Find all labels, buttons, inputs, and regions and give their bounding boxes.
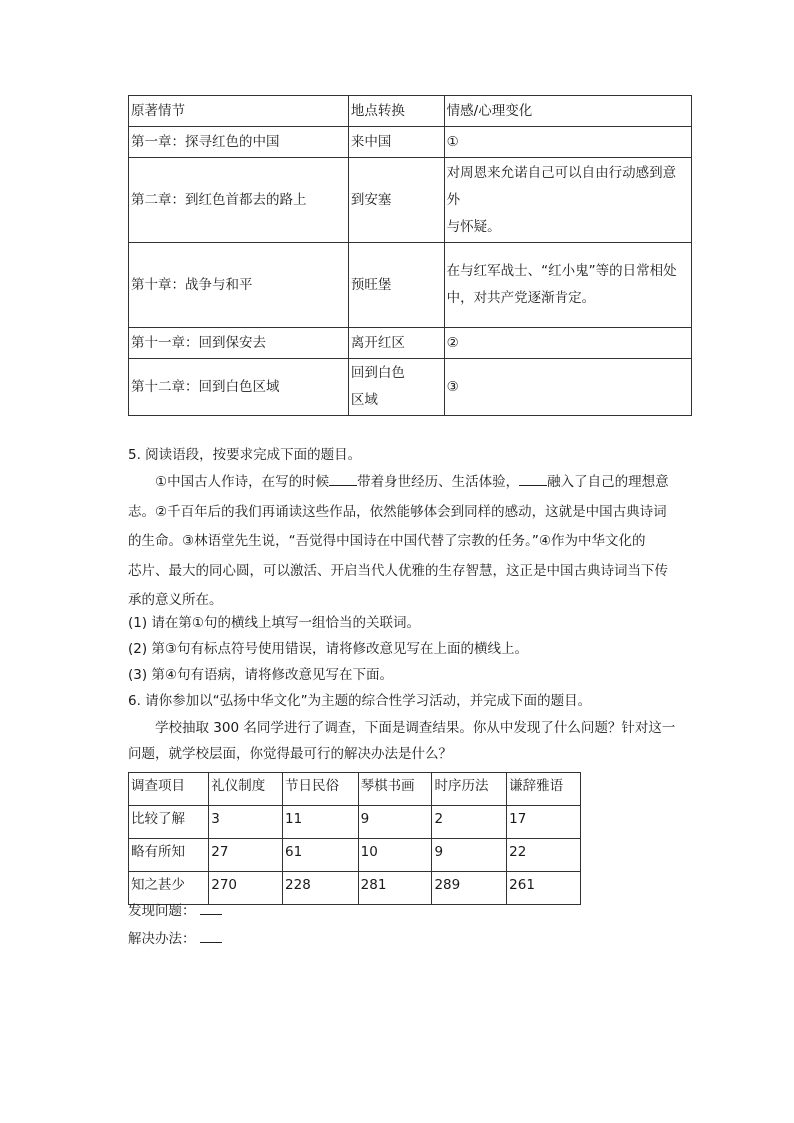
header-cell: 调查项目 (129, 773, 209, 806)
passage-line: 芯片、最大的同心圆，可以激活、开启当代人优雅的生存智慧，这正是中国古典诗词当下传 (128, 562, 668, 579)
answer-blank[interactable] (200, 928, 222, 943)
table-cell: 22 (507, 839, 581, 872)
table-cell: 在与红军战士、“红小鬼”等的日常相处 中，对共产党逐渐肯定。 (444, 243, 691, 328)
question-5-title: 5. 阅读语段，按要求完成下面的题目。 (128, 447, 362, 463)
passage-text: ①中国古人作诗，在写的时候 (155, 474, 330, 490)
table-cell: 来中国 (348, 127, 444, 158)
question-6-intro: 问题，就学校层面，你觉得最可行的解决办法是什么？ (128, 746, 452, 762)
header-cell: 情感/心理变化 (444, 96, 691, 127)
passage-line (128, 468, 694, 498)
table-row (129, 127, 692, 158)
table-cell: 228 (283, 872, 359, 905)
passage-text: 融入了自己的理想意 (547, 474, 669, 490)
table-cell: 27 (209, 839, 283, 872)
table-row (129, 806, 581, 839)
table-cell: 17 (507, 806, 581, 839)
table-row (129, 328, 692, 359)
table-cell: 10 (358, 839, 432, 872)
question-6-title: 6. 请你参加以“弘扬中华文化”为主题的综合性学习活动，并完成下面的题目。 (128, 693, 592, 709)
sub-question-3: (3) 第④句有语病，请将修改意见写在下面。 (128, 667, 394, 683)
header-cell: 时序历法 (432, 773, 507, 806)
table-cell: ① (444, 127, 691, 158)
table-cell: 第二章：到红色首都去的路上 (129, 158, 349, 243)
table-cell: 略有所知 (129, 839, 209, 872)
table-cell: 261 (507, 872, 581, 905)
header-cell: 谦辞雅语 (507, 773, 581, 806)
table-cell: 270 (209, 872, 283, 905)
table-cell: 289 (432, 872, 507, 905)
question-5-passage (128, 468, 694, 616)
table-cell: 离开红区 (348, 328, 444, 359)
passage-text: 带着身世经历、生活体验， (357, 474, 520, 490)
table-cell: 第十一章：回到保安去 (129, 328, 349, 359)
table-cell: 3 (209, 806, 283, 839)
header-cell: 原著情节 (129, 96, 349, 127)
sub-question-2: (2) 第③句有标点符号使用错误，请将修改意见写在上面的横线上。 (128, 641, 529, 657)
table-cell: 281 (358, 872, 432, 905)
table-row (129, 359, 692, 416)
table-cell: ② (444, 328, 691, 359)
table-cell: 预旺堡 (348, 243, 444, 328)
solution-label: 解决办法： (128, 931, 196, 947)
table-cell: 9 (432, 839, 507, 872)
plot-table (128, 95, 692, 416)
header-cell: 礼仪制度 (209, 773, 283, 806)
table-cell: 61 (283, 839, 359, 872)
table-cell: 2 (432, 806, 507, 839)
find-problem-line (128, 900, 222, 921)
table-cell: 知之甚少 (129, 872, 209, 905)
answer-blank[interactable] (200, 900, 222, 915)
survey-table (128, 772, 581, 905)
table-cell: 回到白色 区域 (348, 359, 444, 416)
table-cell: 11 (283, 806, 359, 839)
table-cell: 第一章：探寻红色的中国 (129, 127, 349, 158)
sub-question-1: (1) 请在第①句的横线上填写一组恰当的关联词。 (128, 615, 421, 631)
table-cell: ③ (444, 359, 691, 416)
passage-line: 承的意义所在。 (128, 592, 223, 608)
answer-blank[interactable] (329, 471, 357, 486)
header-cell: 地点转换 (348, 96, 444, 127)
table-cell: 到安塞 (348, 158, 444, 243)
table-row (129, 158, 692, 243)
table-cell: 9 (358, 806, 432, 839)
find-problem-label: 发现问题： (128, 903, 196, 919)
table-cell: 对周恩来允诺自己可以自由行动感到意外 与怀疑。 (444, 158, 691, 243)
table-cell: 第十二章：回到白色区域 (129, 359, 349, 416)
passage-line: 的生命。③林语堂先生说，“吾觉得中国诗在中国代替了宗教的任务。”④作为中华文化的 (128, 533, 646, 549)
question-6-intro: 学校抽取 300 名同学进行了调查，下面是调查结果。你从中发现了什么问题？针对这一 (155, 720, 676, 736)
answer-blank[interactable] (519, 471, 547, 486)
table-header-row (129, 96, 692, 127)
table-row (129, 243, 692, 328)
header-cell: 节日民俗 (283, 773, 359, 806)
table-cell: 第十章：战争与和平 (129, 243, 349, 328)
table-cell: 比较了解 (129, 806, 209, 839)
header-cell: 琴棋书画 (358, 773, 432, 806)
table-row (129, 839, 581, 872)
passage-line: 志。②千百年后的我们再诵读这些作品，依然能够体会到同样的感动，这就是中国古典诗词 (128, 503, 667, 520)
solution-line (128, 928, 222, 949)
table-header-row (129, 773, 581, 806)
